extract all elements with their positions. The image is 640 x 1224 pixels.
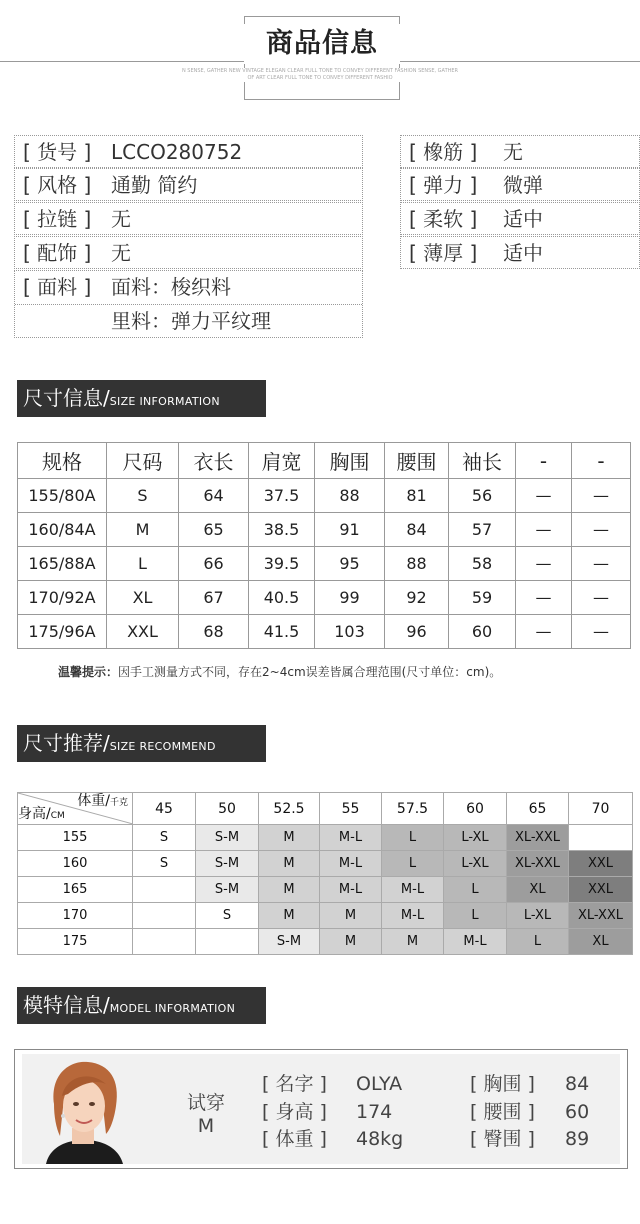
model-height-key: [ 身高 ]: [262, 1101, 327, 1123]
size-table-row: [18, 547, 631, 581]
weight-header: 45: [133, 793, 196, 825]
size-cell: —: [572, 479, 631, 513]
size-cell: 67: [179, 581, 249, 615]
recommend-cell: XL: [569, 929, 633, 955]
height-cell: 175: [18, 929, 133, 955]
info-value: 通勤 简约: [111, 173, 198, 197]
header-subtitle: [150, 68, 490, 82]
model-name-key: [ 名字 ]: [262, 1073, 327, 1095]
info-value-lining: 里料：弹力平纹理: [111, 309, 271, 333]
size-recommend-title-cn: 尺寸推荐/: [23, 731, 110, 755]
recommend-row: [18, 825, 633, 851]
size-header-cell: 腰围: [385, 443, 449, 479]
model-weight-key: [ 体重 ]: [262, 1128, 327, 1150]
corner-weight-text: 体重/: [77, 793, 110, 809]
height-cell: 155: [18, 825, 133, 851]
size-table-row: [18, 479, 631, 513]
info-row-stretch: [400, 168, 640, 201]
recommend-cell: S: [133, 825, 196, 851]
size-recommend-title-en: SIZE RECOMMEND: [109, 740, 216, 753]
recommend-row: [18, 877, 633, 903]
corner-weight-unit: 千克: [109, 798, 128, 808]
recommend-cell: L-XL: [444, 825, 507, 851]
recommend-cell: [569, 825, 633, 851]
size-cell: 165/88A: [18, 547, 107, 581]
recommend-cell: M-L: [320, 851, 382, 877]
recommend-cell: L: [382, 851, 444, 877]
size-cell: —: [572, 547, 631, 581]
size-cell: L: [107, 547, 179, 581]
height-cell: 170: [18, 903, 133, 929]
model-waist-key: [ 腰围 ]: [470, 1101, 535, 1123]
size-cell: 91: [315, 513, 385, 547]
size-info-title: [23, 380, 220, 420]
model-hip-key: [ 臀围 ]: [470, 1128, 535, 1150]
info-key: [ 拉链 ]: [23, 207, 92, 231]
size-recommend-banner: [17, 725, 266, 762]
size-cell: —: [516, 581, 572, 615]
size-header-cell: 规格: [18, 443, 107, 479]
size-cell: 84: [385, 513, 449, 547]
size-cell: 60: [449, 615, 516, 649]
size-cell: 81: [385, 479, 449, 513]
size-cell: 38.5: [249, 513, 315, 547]
size-cell: 96: [385, 615, 449, 649]
size-header-cell: 胸围: [315, 443, 385, 479]
recommend-cell: [133, 903, 196, 929]
model-height-value: 174: [356, 1101, 393, 1123]
tip-label: 温馨提示：: [58, 665, 119, 679]
info-value: 无: [111, 207, 131, 231]
recommend-cell: L: [444, 903, 507, 929]
size-cell: M: [107, 513, 179, 547]
size-cell: —: [572, 581, 631, 615]
model-info-title-cn: 模特信息/: [23, 993, 110, 1017]
corner-weight-label: [77, 793, 128, 811]
model-weight-value: 48kg: [356, 1128, 404, 1150]
model-bust-value: 84: [565, 1073, 590, 1095]
recommend-cell: S: [133, 851, 196, 877]
size-cell: 57: [449, 513, 516, 547]
recommend-cell: M-L: [382, 877, 444, 903]
info-value: 面料：梭织料: [111, 275, 231, 299]
info-row-fabric: [14, 270, 363, 338]
info-value: 无: [111, 241, 131, 265]
size-header-cell: 肩宽: [249, 443, 315, 479]
size-cell: 58: [449, 547, 516, 581]
recommend-cell: S: [196, 903, 259, 929]
recommend-cell: M-L: [320, 877, 382, 903]
info-row-softness: [400, 202, 640, 235]
info-value: 适中: [503, 241, 543, 265]
info-row-style: [14, 168, 363, 201]
size-cell: 66: [179, 547, 249, 581]
height-cell: 165: [18, 877, 133, 903]
size-cell: 88: [315, 479, 385, 513]
size-cell: 65: [179, 513, 249, 547]
recommend-cell: XL-XXL: [507, 825, 569, 851]
size-cell: 155/80A: [18, 479, 107, 513]
height-cell: 160: [18, 851, 133, 877]
recommend-cell: M: [382, 929, 444, 955]
header-subtitle-line-1: N SENSE, GATHER NEW VINTAGE ELEGAN CLEAR FULL TONE TO CONVEY DIFFERENT FASHION SENSE, GATHER: [181, 68, 459, 74]
info-key: [ 柔软 ]: [409, 207, 478, 231]
recommend-cell: M: [320, 903, 382, 929]
model-bust-key: [ 胸围 ]: [470, 1073, 535, 1095]
size-header-cell: -: [516, 443, 572, 479]
model-portrait-illustration: [28, 1054, 138, 1164]
size-header-cell: 袖长: [449, 443, 516, 479]
recommend-corner-cell: [18, 793, 133, 825]
recommend-cell: S-M: [259, 929, 320, 955]
weight-header: 55: [320, 793, 382, 825]
model-info-title-en: MODEL INFORMATION: [109, 1002, 236, 1015]
model-waist-value: 60: [565, 1101, 590, 1123]
size-cell: 95: [315, 547, 385, 581]
recommend-cell: XL: [507, 877, 569, 903]
page-title: 商品信息: [244, 24, 400, 64]
model-photo: [28, 1054, 138, 1164]
try-on-size: M: [197, 1115, 215, 1137]
model-name-value: OLYA: [356, 1073, 403, 1095]
info-key: [ 面料 ]: [23, 275, 92, 299]
size-table: [17, 442, 631, 649]
size-cell: 37.5: [249, 479, 315, 513]
size-recommend-table: [17, 792, 633, 955]
info-row-thickness: [400, 236, 640, 269]
recommend-cell: M: [259, 825, 320, 851]
corner-height-label: [18, 806, 65, 824]
size-cell: 39.5: [249, 547, 315, 581]
size-info-banner: [17, 380, 266, 417]
size-cell: 170/92A: [18, 581, 107, 615]
info-value: 适中: [503, 207, 543, 231]
info-key: [ 弹力 ]: [409, 173, 478, 197]
size-cell: —: [572, 513, 631, 547]
info-value: 微弹: [503, 173, 543, 197]
recommend-cell: XXL: [569, 851, 633, 877]
info-key: [ 配饰 ]: [23, 241, 92, 265]
size-cell: —: [516, 547, 572, 581]
weight-header: 70: [569, 793, 633, 825]
recommend-cell: [196, 929, 259, 955]
info-value: 无: [503, 140, 523, 164]
size-table-row: [18, 581, 631, 615]
info-value: LCCO280752: [111, 140, 243, 164]
size-cell: XL: [107, 581, 179, 615]
info-row-accessory: [14, 236, 363, 269]
size-cell: 88: [385, 547, 449, 581]
size-cell: S: [107, 479, 179, 513]
size-cell: 160/84A: [18, 513, 107, 547]
size-recommend-title: [23, 725, 216, 765]
corner-height-text: 身高/: [18, 806, 51, 822]
info-row-elastic-band: [400, 135, 640, 168]
recommend-row: [18, 903, 633, 929]
recommend-cell: M: [259, 903, 320, 929]
info-key: [ 货号 ]: [23, 140, 92, 164]
tip-text: 因手工测量方式不同，存在2~4cm误差皆属合理范围(尺寸单位：cm)。: [118, 665, 502, 679]
size-header-cell: 衣长: [179, 443, 249, 479]
size-cell: —: [572, 615, 631, 649]
size-cell: 99: [315, 581, 385, 615]
size-info-title-cn: 尺寸信息/: [23, 386, 110, 410]
recommend-cell: M: [259, 877, 320, 903]
size-table-row: [18, 513, 631, 547]
size-cell: 92: [385, 581, 449, 615]
recommend-cell: L-XL: [507, 903, 569, 929]
info-row-divider: [15, 304, 362, 305]
measurement-tip: [58, 664, 618, 680]
recommend-cell: M-L: [382, 903, 444, 929]
size-cell: 41.5: [249, 615, 315, 649]
size-cell: 40.5: [249, 581, 315, 615]
size-cell: 64: [179, 479, 249, 513]
weight-header: 57.5: [382, 793, 444, 825]
size-cell: 68: [179, 615, 249, 649]
recommend-cell: S-M: [196, 851, 259, 877]
recommend-cell: M-L: [444, 929, 507, 955]
recommend-cell: L-XL: [444, 851, 507, 877]
header-subtitle-line-2: OF ART CLEAR FULL TONE TO CONVEY DIFFERENT FASHIO: [247, 75, 393, 81]
weight-header: 50: [196, 793, 259, 825]
recommend-row: [18, 851, 633, 877]
model-hip-value: 89: [565, 1128, 590, 1150]
recommend-header-row: [18, 793, 633, 825]
size-header-cell: -: [572, 443, 631, 479]
size-header-cell: 尺码: [107, 443, 179, 479]
info-row-sku: [14, 135, 363, 168]
info-key: [ 薄厚 ]: [409, 241, 478, 265]
recommend-cell: M: [259, 851, 320, 877]
recommend-cell: M-L: [320, 825, 382, 851]
corner-height-unit: CM: [50, 811, 65, 821]
size-cell: XXL: [107, 615, 179, 649]
recommend-cell: S-M: [196, 877, 259, 903]
recommend-row: [18, 929, 633, 955]
recommend-cell: XXL: [569, 877, 633, 903]
weight-header: 65: [507, 793, 569, 825]
recommend-cell: [133, 929, 196, 955]
size-table-row: [18, 615, 631, 649]
info-row-zipper: [14, 202, 363, 235]
model-info-banner: [17, 987, 266, 1024]
size-cell: —: [516, 615, 572, 649]
try-on-label: 试穿: [186, 1092, 225, 1114]
recommend-cell: S-M: [196, 825, 259, 851]
size-cell: 103: [315, 615, 385, 649]
recommend-cell: L: [382, 825, 444, 851]
size-cell: —: [516, 479, 572, 513]
recommend-cell: XL-XXL: [569, 903, 633, 929]
recommend-cell: L: [444, 877, 507, 903]
weight-header: 60: [444, 793, 507, 825]
recommend-cell: [133, 877, 196, 903]
size-info-title-en: SIZE INFORMATION: [109, 395, 220, 408]
size-cell: 59: [449, 581, 516, 615]
recommend-cell: XL-XXL: [507, 851, 569, 877]
info-key: [ 橡筋 ]: [409, 140, 478, 164]
recommend-cell: L: [507, 929, 569, 955]
size-cell: —: [516, 513, 572, 547]
size-cell: 56: [449, 479, 516, 513]
model-info-title: [23, 987, 235, 1027]
weight-header: 52.5: [259, 793, 320, 825]
size-cell: 175/96A: [18, 615, 107, 649]
info-key: [ 风格 ]: [23, 173, 92, 197]
size-table-header: [18, 443, 631, 479]
recommend-cell: M: [320, 929, 382, 955]
